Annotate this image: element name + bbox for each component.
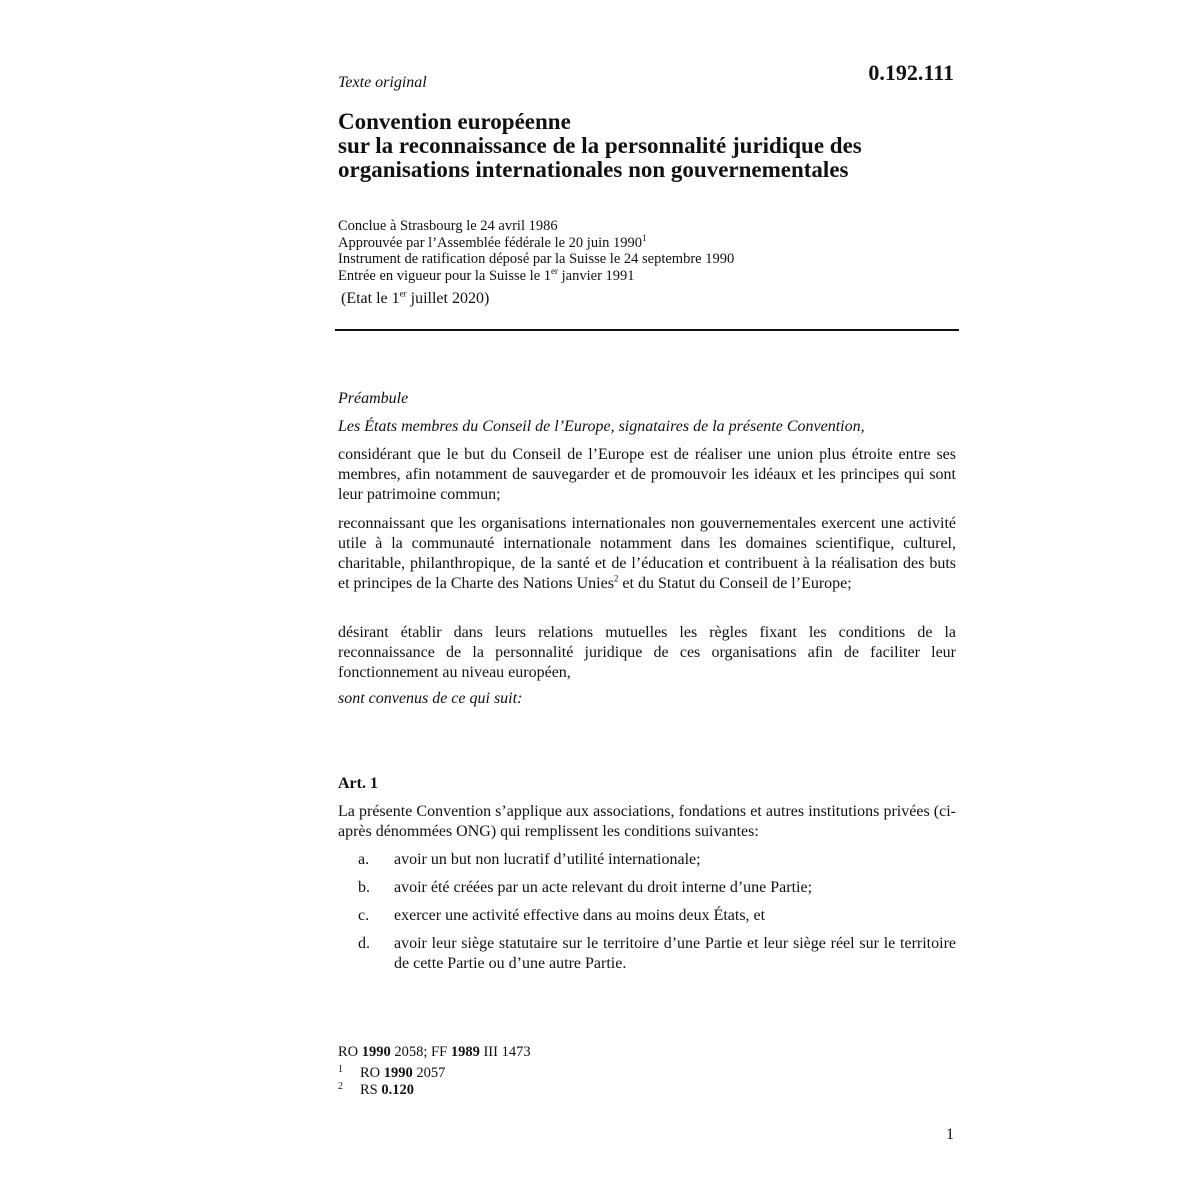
page-number: 1 <box>946 1126 954 1143</box>
preamble-heading: Préambule <box>338 390 409 407</box>
article-1-heading: Art. 1 <box>338 775 378 792</box>
footnote-ref-2: 2 <box>613 573 619 584</box>
footnote-1: 1 RO 1990 2057 <box>338 1064 446 1081</box>
texte-original-label: Texte original <box>338 74 427 91</box>
footnote-ref-1: 1 <box>642 232 647 243</box>
preamble-paragraph-3: désirant établir dans leurs relations mutuelles les règles fixant les conditions de la reconnaissance de la personnalité juridique de ces organisations afin de faciliter leur fonctionnement au niveau européen, <box>338 624 956 681</box>
source-reference: RO 1990 2058; FF 1989 III 1473 <box>338 1044 531 1060</box>
title-line-1: Convention européenne <box>338 109 571 134</box>
sr-number: 0.192.111 <box>868 60 954 85</box>
document-metadata <box>338 218 734 284</box>
article-1-item-d: d. avoir leur siège statutaire sur le territoire d’une Partie et leur siège réel sur le territoire de cette Partie ou d’une autre Partie. <box>358 935 956 972</box>
meta-instrument: Instrument de ratification déposé par la Suisse le 24 septembre 1990 <box>338 251 735 267</box>
footnote-2: 2 RS 0.120 <box>338 1081 414 1098</box>
article-1-item-b: b. avoir été créées par un acte relevant du droit interne d’une Partie; <box>358 879 813 896</box>
title-line-2: sur la reconnaissance de la personnalité juridique des <box>338 133 862 158</box>
preamble-intro: Les États membres du Conseil de l’Europe, signataires de la présente Convention, <box>338 418 865 435</box>
preamble-closing: sont convenus de ce qui suit: <box>338 690 523 707</box>
article-1-item-a: a. avoir un but non lucratif d’utilité internationale; <box>358 851 701 868</box>
meta-entree: Entrée en vigueur pour la Suisse le 1er janvier 1991 <box>338 265 635 284</box>
preamble-paragraph-1: considérant que le but du Conseil de l’Europe est de réaliser une union plus étroite entre ses membres, afin notamment de sauvegarder et de promouvoir les idéaux et les principes qui sont leur patrimoine commun; <box>338 446 956 503</box>
document-title <box>338 110 862 182</box>
meta-approuvee: Approuvée par l’Assemblée fédérale le 20 juin 1990$^1$ <box>338 232 647 251</box>
meta-conclue: Conclue à Strasbourg le 24 avril 1986 <box>338 218 558 234</box>
article-1-item-c: c. exercer une activité effective dans au moins deux États, et <box>358 907 766 924</box>
preamble-paragraph-2: reconnaissant que les organisations internationales non gouvernementales exercent une activité utile à la communauté internationale notamment dans les domaines scientifique, culturel, charitable, philanthropique, de la santé et de l’éducation et contribuent à la réalisation des buts et principes de la Charte des Nations Unies$^2$ et du Statut du Conseil de l’Europe; <box>338 515 956 592</box>
article-1-intro: La présente Convention s’applique aux associations, fondations et autres institutions privées (ci-après dénommées ONG) qui remplissent les conditions suivantes: <box>338 803 956 840</box>
title-line-3: organisations internationales non gouvernementales <box>338 157 849 182</box>
etat-date: (Etat le 1er juillet 2020) <box>341 288 490 307</box>
header-divider <box>335 329 959 331</box>
